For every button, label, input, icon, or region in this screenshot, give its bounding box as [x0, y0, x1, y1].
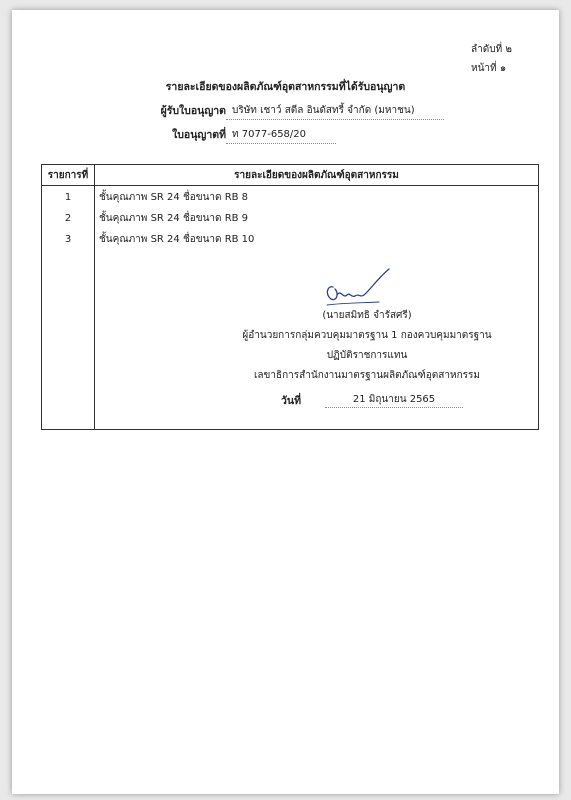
item-description: ชั้นคุณภาพ SR 24 ชื่อขนาด RB 10: [99, 234, 255, 245]
sequence-number: ลำดับที่ ๒: [471, 44, 512, 55]
item-number-column: [42, 186, 95, 430]
license-number-label: ใบอนุญาตที่: [172, 129, 226, 141]
document-title: รายละเอียดของผลิตภัณฑ์อุตสาหกรรมที่ได้รับอนุญาต: [165, 81, 406, 93]
signatory-name: (นายสมิทธิ จำรัสศรี): [322, 310, 412, 321]
signatory-on-behalf-of: เลขาธิการสำนักงานมาตรฐานผลิตภัณฑ์อุตสาหกรรม: [254, 370, 480, 381]
page-sequence: [471, 40, 535, 78]
date-label: วันที่: [281, 395, 301, 407]
item-description: ชั้นคุณภาพ SR 24 ชื่อขนาด RB 8: [99, 192, 249, 203]
licensee-label: ผู้รับใบอนุญาต: [160, 105, 226, 117]
licensee-value: บริษัท เชาว์ สตีล อินดัสทรี้ จำกัด (มหาชน): [226, 103, 444, 120]
column-header-details: รายละเอียดของผลิตภัณฑ์อุตสาหกรรม: [95, 165, 539, 186]
signatory-position: ผู้อำนวยการกลุ่มควบคุมมาตรฐาน 1 กองควบคุมมาตรฐาน: [242, 330, 492, 341]
signatory-acting: ปฏิบัติราชการแทน: [326, 350, 408, 361]
item-number: 1: [64, 192, 72, 203]
date-value: 21 มิถุนายน 2565: [325, 392, 463, 408]
document-page: [12, 10, 559, 794]
item-number: 2: [64, 213, 72, 224]
license-number-value: ท 7077-658/20: [226, 127, 336, 144]
item-description: ชั้นคุณภาพ SR 24 ชื่อขนาด RB 9: [99, 213, 249, 224]
column-header-item-no: รายการที่: [42, 165, 95, 186]
page-number: หน้าที่ ๑: [471, 63, 507, 74]
product-details-table: [41, 164, 539, 430]
handwritten-signature: [319, 265, 399, 311]
item-number: 3: [64, 234, 72, 245]
